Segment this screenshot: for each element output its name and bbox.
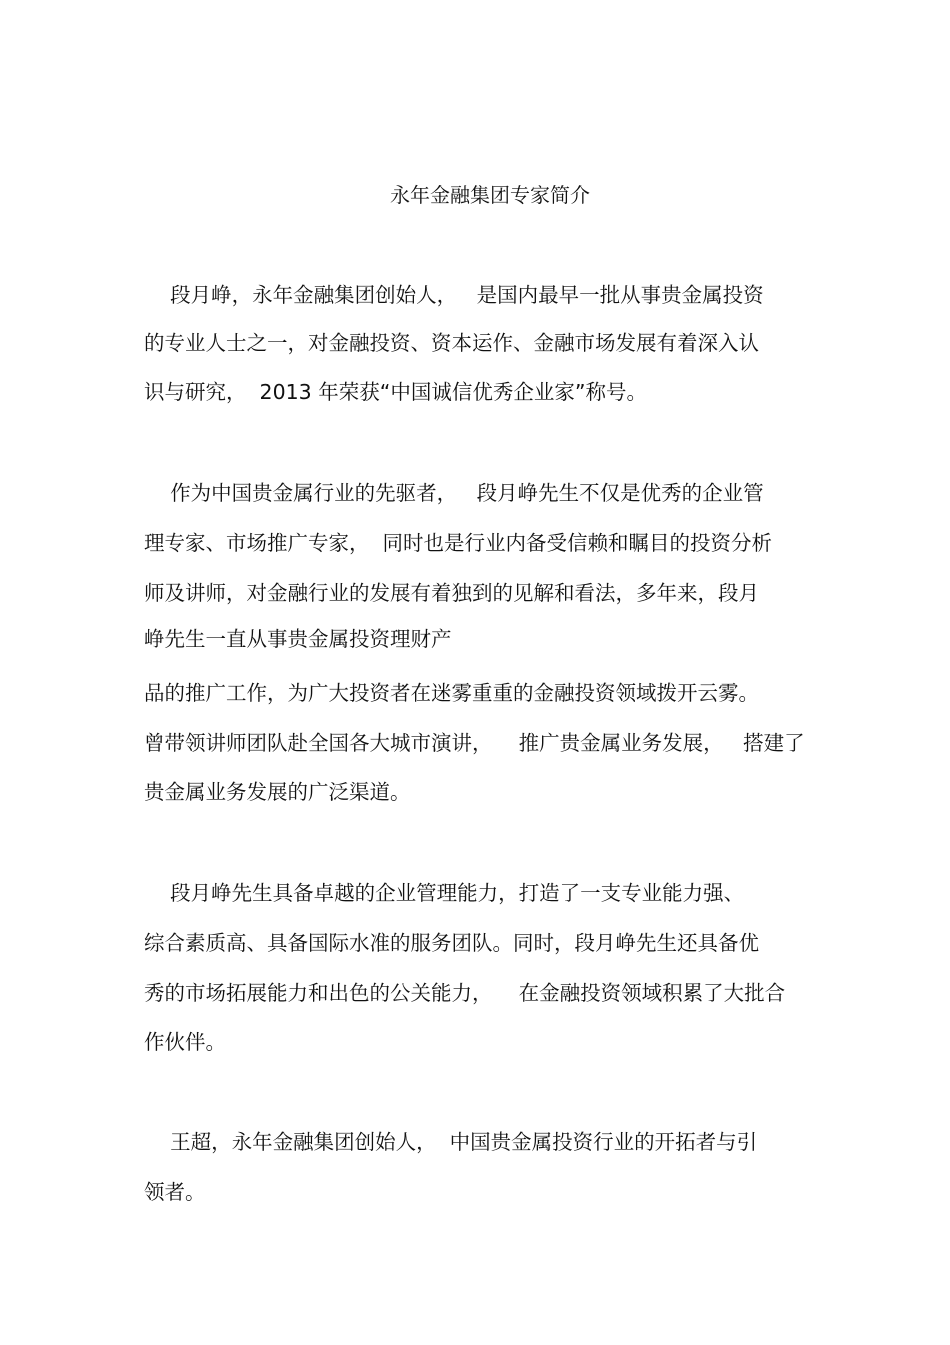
paragraph-line: 理专家、市场推广专家， 同时也是行业内备受信赖和瞩目的投资分析 — [144, 531, 773, 555]
paragraph-line: 作伙伴。 — [144, 1030, 226, 1054]
document-title: 永年金融集团专家简介 — [390, 183, 590, 207]
paragraph-line: 王超，永年金融集团创始人， 中国贵金属投资行业的开拓者与引 — [144, 1130, 758, 1154]
paragraph-line: 品的推广工作，为广大投资者在迷雾重重的金融投资领域拨开云雾。 — [144, 681, 759, 705]
paragraph-line: 秀的市场拓展能力和出色的公关能力， 在金融投资领域积累了大批合 — [144, 981, 786, 1005]
paragraph-line: 的专业人士之一，对金融投资、资本运作、金融市场发展有着深入认 — [144, 331, 759, 355]
paragraph-line: 作为中国贵金属行业的先驱者， 段月峥先生不仅是优秀的企业管 — [144, 481, 764, 505]
paragraph-line: 领者。 — [144, 1180, 206, 1204]
paragraph-line: 曾带领讲师团队赴全国各大城市演讲， 推广贵金属业务发展， 搭建了 — [144, 731, 805, 755]
paragraph-line: 师及讲师，对金融行业的发展有着独到的见解和看法，多年来，段月 — [144, 581, 759, 605]
paragraph-line: 段月峥先生具备卓越的企业管理能力，打造了一支专业能力强、 — [144, 881, 745, 905]
paragraph-line: 综合素质高、具备国际水准的服务团队。同时，段月峥先生还具备优 — [144, 931, 759, 955]
paragraph-line: 贵金属业务发展的广泛渠道。 — [144, 780, 411, 804]
paragraph-line: 识与研究， 2013 年荣获“中国诚信优秀企业家”称号。 — [144, 380, 647, 404]
paragraph-line: 段月峥，永年金融集团创始人， 是国内最早一批从事贵金属投资 — [144, 283, 764, 307]
paragraph-line: 峥先生一直从事贵金属投资理财产 — [144, 627, 452, 651]
